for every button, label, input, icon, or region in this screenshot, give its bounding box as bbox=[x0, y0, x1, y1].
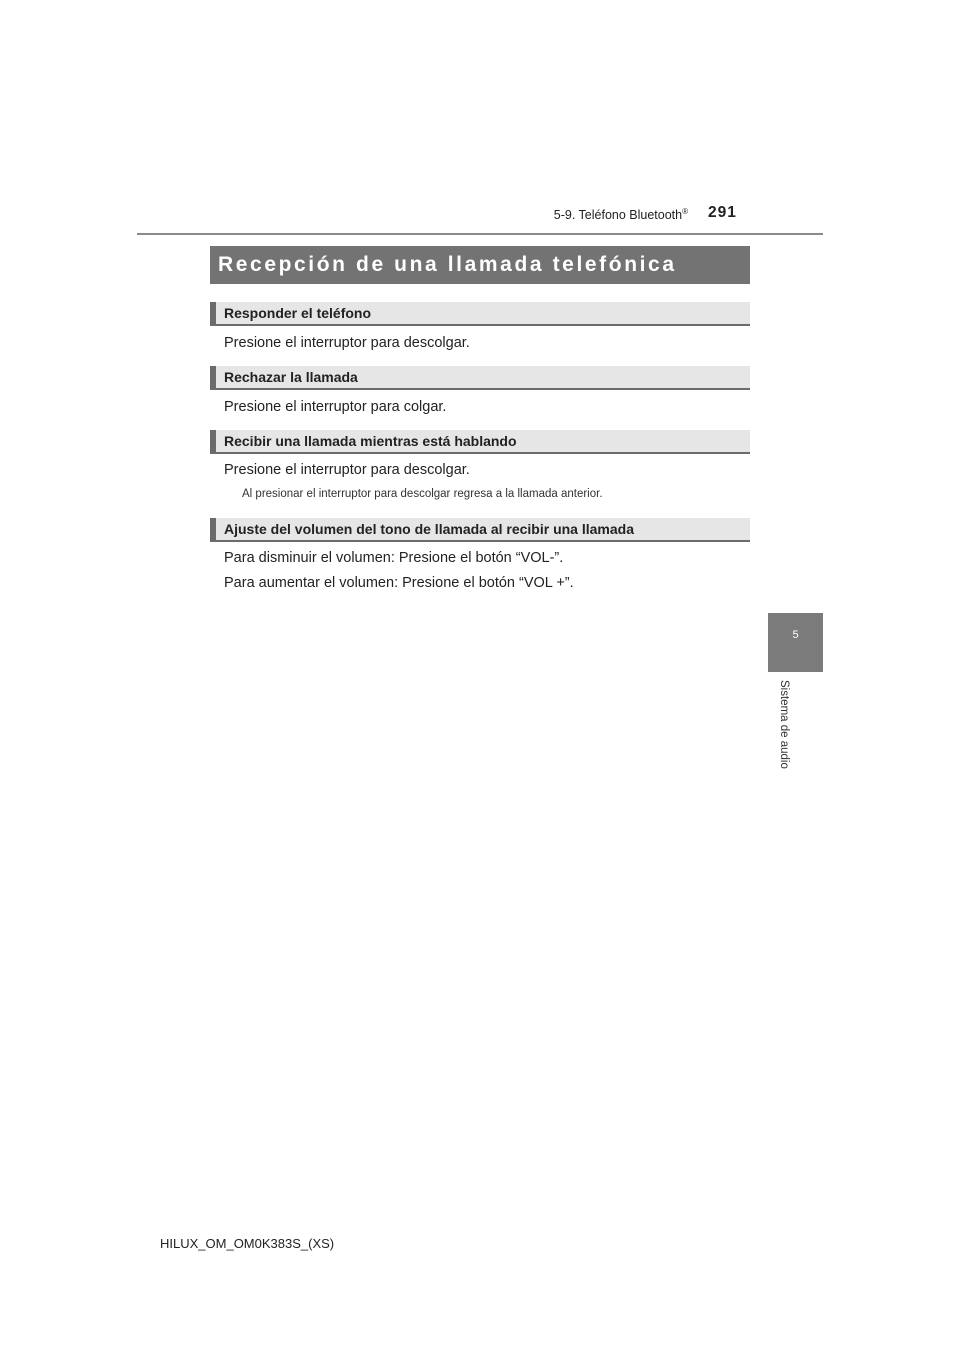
note: Al presionar el interruptor para descolgar regresa a la llamada anterior. bbox=[242, 488, 603, 500]
subheading-ringtone-volume: Ajuste del volumen del tono de llamada al recibir una llamada bbox=[210, 518, 750, 542]
paragraph: Para aumentar el volumen: Presione el botón “VOL +”. bbox=[224, 575, 574, 591]
header-divider bbox=[137, 233, 823, 235]
paragraph: Presione el interruptor para descolgar. bbox=[224, 462, 470, 478]
subheading-reject: Rechazar la llamada bbox=[210, 366, 750, 390]
paragraph: Presione el interruptor para descolgar. bbox=[224, 335, 470, 351]
paragraph: Presione el interruptor para colgar. bbox=[224, 399, 447, 415]
subheading-call-waiting: Recibir una llamada mientras está hablando bbox=[210, 430, 750, 454]
chapter-tab: 5 bbox=[768, 613, 823, 672]
registered-mark: ® bbox=[682, 207, 688, 216]
page-number: 291 bbox=[708, 204, 737, 221]
chapter-label: 5-9. Teléfono Bluetooth bbox=[553, 208, 683, 223]
subheading-answer: Responder el teléfono bbox=[210, 302, 750, 326]
chapter-tab-label: Sistema de audio bbox=[778, 680, 790, 769]
document-code: HILUX_OM_OM0K383S_(XS) bbox=[160, 1236, 335, 1251]
section-title: Recepción de una llamada telefónica bbox=[210, 246, 750, 284]
paragraph: Para disminuir el volumen: Presione el botón “VOL-”. bbox=[224, 550, 564, 566]
chapter-title bbox=[498, 207, 688, 222]
